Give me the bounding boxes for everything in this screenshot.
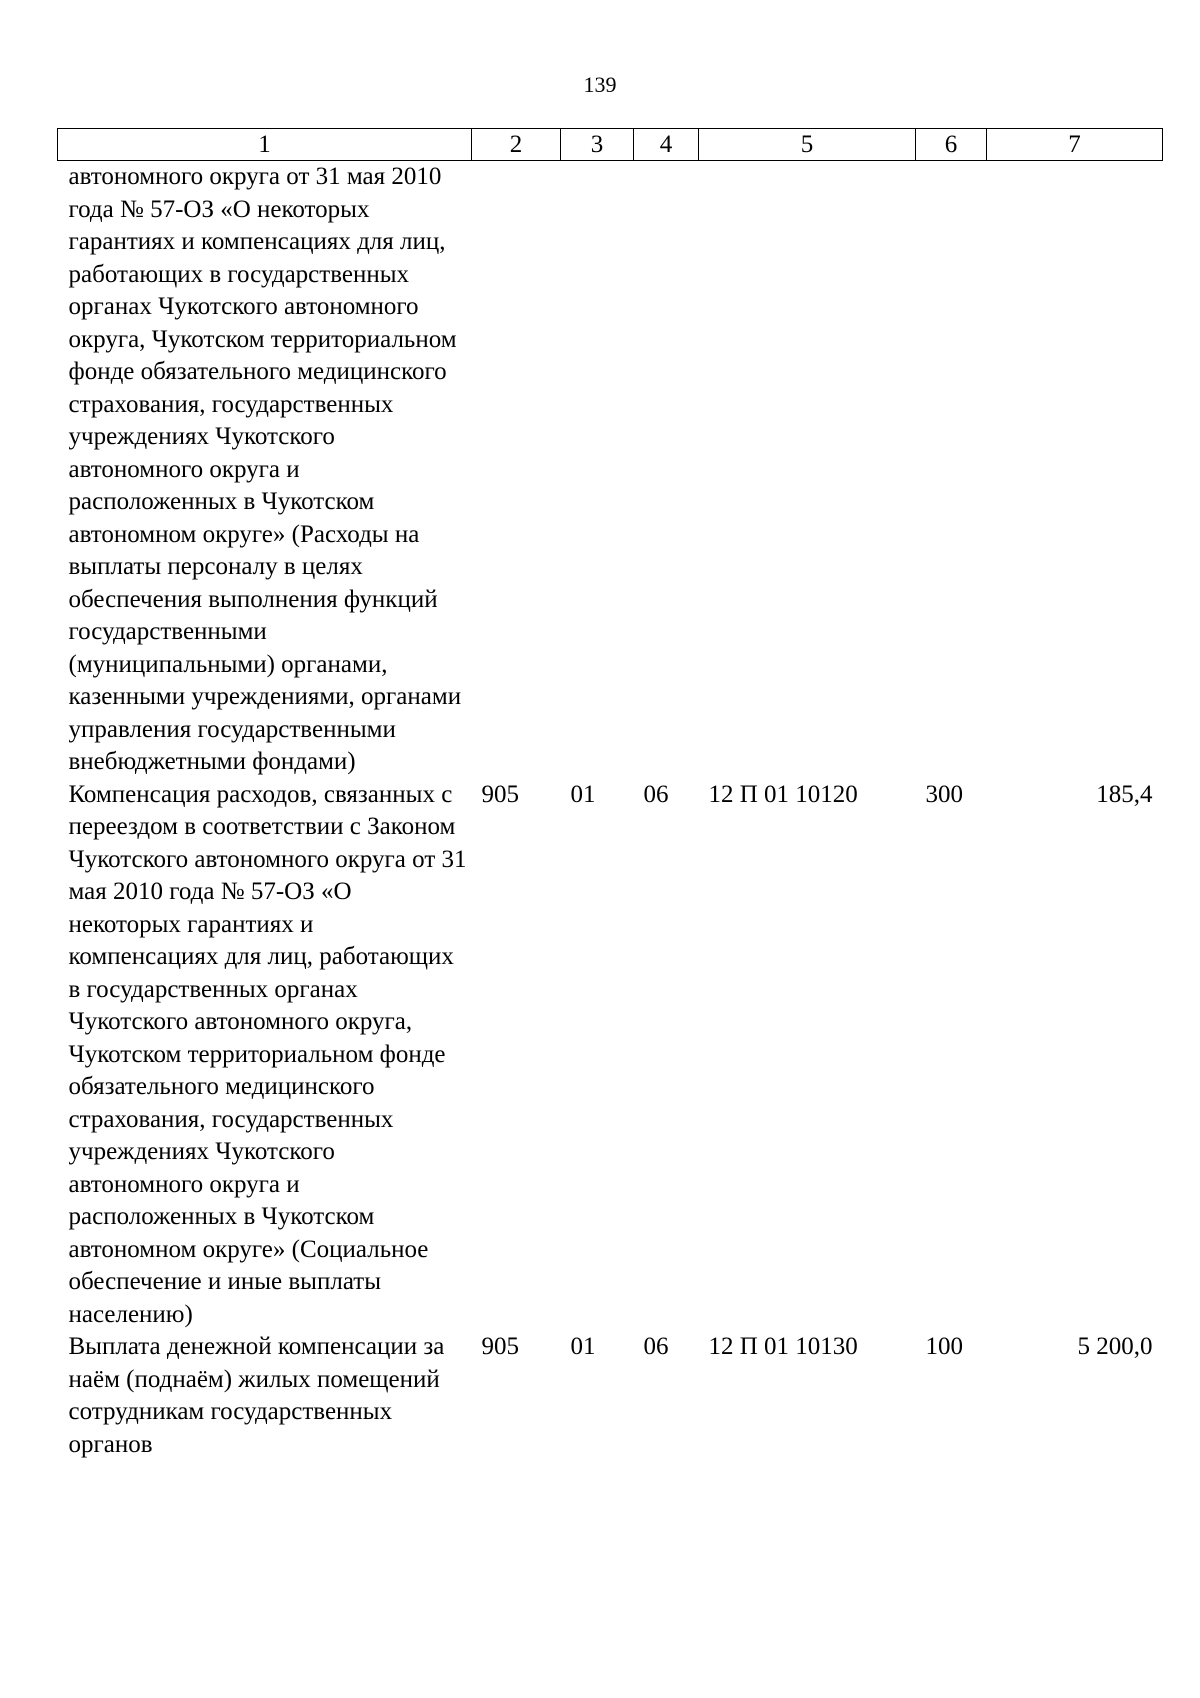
row-target-article	[699, 161, 916, 779]
row-subsection-code: 06	[643, 1333, 669, 1360]
row-expense-type: 100	[925, 1333, 963, 1360]
row-target-article: 12 П 01 10120	[708, 780, 858, 808]
row-expense-type	[916, 161, 987, 779]
row-target-article: 12 П 01 10130	[708, 1333, 858, 1360]
row-amount: 5 200,0	[1077, 1333, 1153, 1360]
budget-table	[57, 128, 1163, 1461]
header-col-7: 7	[987, 129, 1163, 161]
header-col-2: 2	[472, 129, 561, 161]
row-amount: 185,4	[1096, 780, 1153, 808]
row-subsection-code: 06	[643, 780, 669, 808]
header-col-6: 6	[916, 129, 987, 161]
row-ministry-code: 905	[481, 1333, 519, 1360]
table-row	[58, 161, 1163, 779]
row-subsection-code	[634, 161, 699, 779]
header-col-5: 5	[699, 129, 916, 161]
row-amount	[987, 161, 1163, 779]
row-description: Компенсация расходов, связанных с переездом в соответствии с Законом Чукотского автономного округа от 31 мая 2010 года № 57-ОЗ «О некоторых гарантиях и компенсациях для лиц, работающих в государственных органах Чукотского автономного округа, Чукотском территориальном фонде обязательного медицинского страхования, государственных учреждениях Чукотского автономного округа и расположенных в Чукотском автономном округе» (Социальное обеспечение и иные выплаты населению)	[68, 780, 467, 1328]
table-row	[58, 779, 1163, 1332]
header-col-3: 3	[561, 129, 634, 161]
table-row	[58, 1331, 1163, 1461]
row-ministry-code: 905	[481, 780, 519, 808]
row-ministry-code	[472, 161, 561, 779]
header-col-1: 1	[58, 129, 472, 161]
row-section-code: 01	[570, 780, 596, 808]
row-description: автономного округа от 31 мая 2010 года № 57-ОЗ «О некоторых гарантиях и компенсациях для лиц, работающих в государственных органах Чукотского автономного округа, Чукотском территориальном фонде обязательного медицинского страхования, государственных учреждениях Чукотского автономного округа и расположенных в Чукотском автономном округе» (Расходы на выплаты персоналу в целях обеспечения выполнения функций государственными (муниципальными) органами, казенными учреждениями, органами управления государственными внебюджетными фондами)	[68, 163, 462, 775]
header-row	[58, 129, 1163, 161]
table-header	[58, 129, 1163, 161]
row-expense-type: 300	[925, 780, 963, 808]
row-section-code: 01	[570, 1333, 596, 1360]
row-section-code	[561, 161, 634, 779]
table-body	[58, 161, 1163, 1462]
page-number: 139	[583, 72, 617, 97]
header-col-4: 4	[634, 129, 699, 161]
row-description: Выплата денежной компенсации за наём (поднаём) жилых помещений сотрудникам государственных органов	[68, 1333, 445, 1458]
